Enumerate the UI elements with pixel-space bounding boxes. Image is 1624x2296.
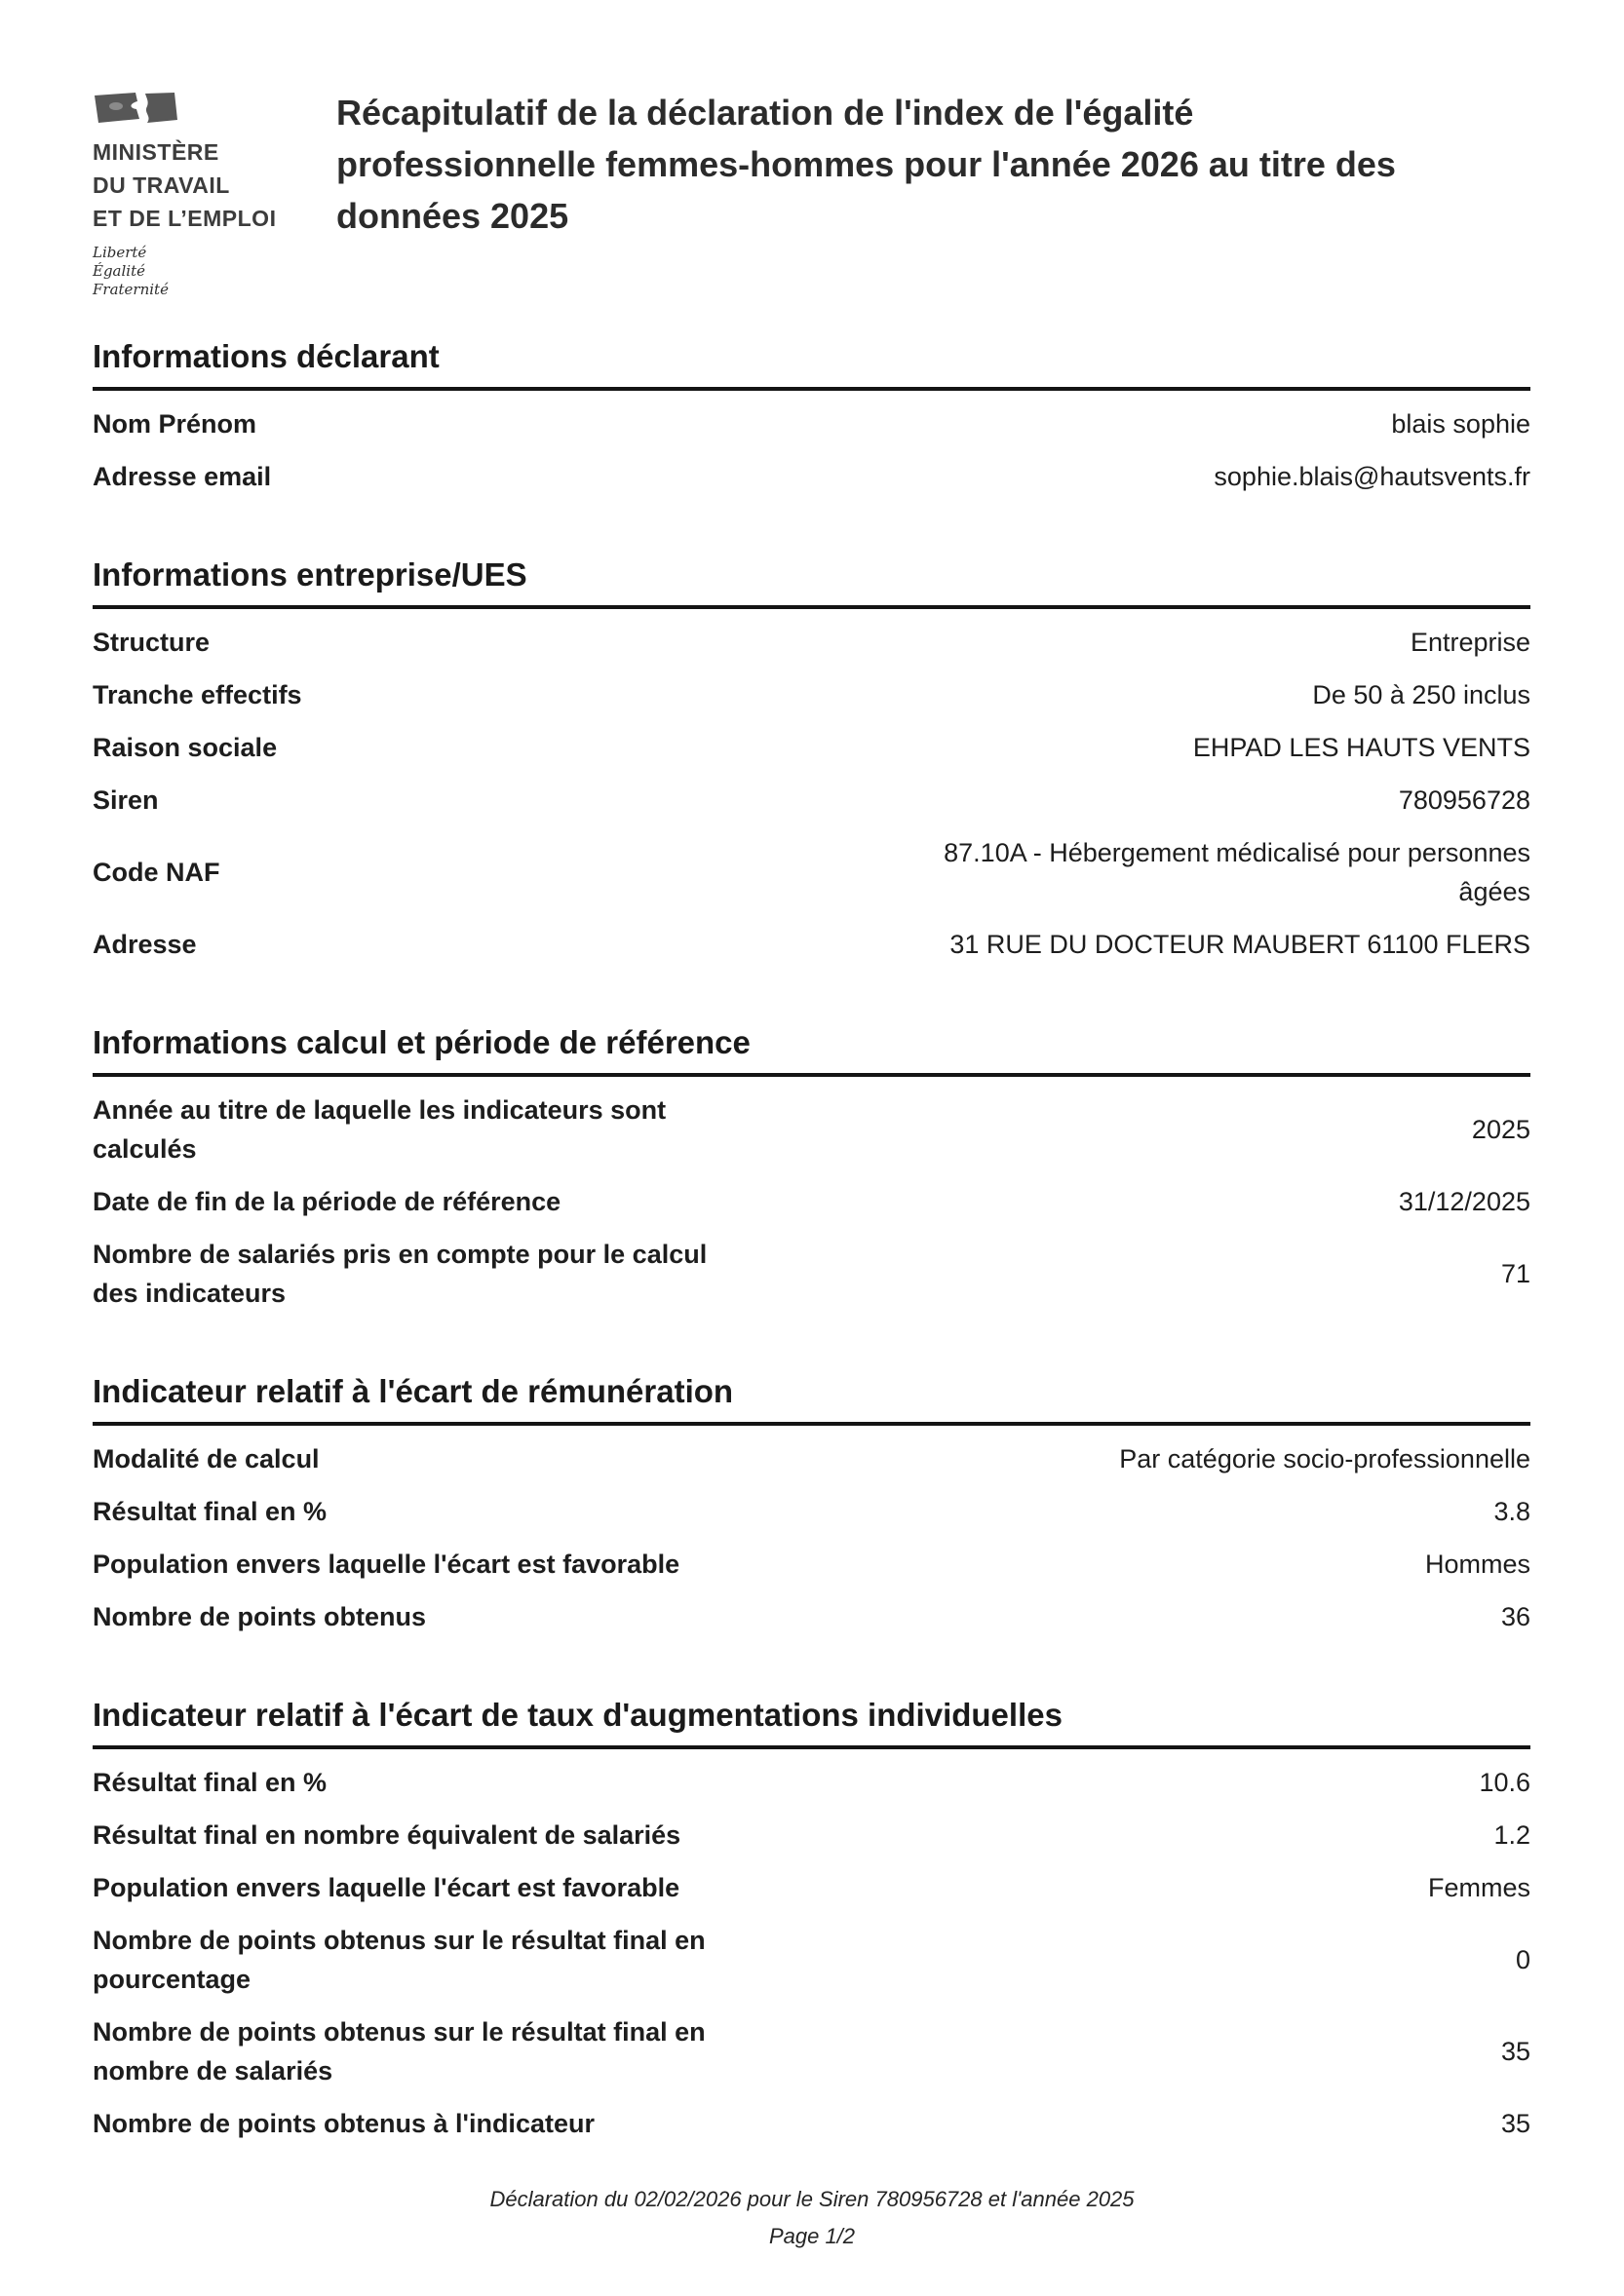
field-value: Entreprise (1410, 628, 1530, 657)
field-label: Population envers laquelle l'écart est favorable (93, 1550, 680, 1579)
section-rows (93, 404, 1530, 496)
field-label: Nombre de points obtenus sur le résultat final en nombre de salariés (93, 2017, 706, 2086)
ministry-block (93, 93, 336, 299)
field-label: Siren (93, 785, 159, 815)
ministry-name-line: MINISTÈRE (93, 139, 219, 165)
footer-declaration-note: Déclaration du 02/02/2026 pour le Siren 780956728 et l'année 2025 (489, 2187, 1135, 2211)
section-declarant (93, 338, 1530, 496)
field-row (93, 1763, 1530, 1802)
field-value: Femmes (1427, 1873, 1530, 1902)
field-value: 31 RUE DU DOCTEUR MAUBERT 61100 FLERS (949, 930, 1530, 959)
motto-line: Fraternité (93, 281, 169, 298)
document-footer (0, 2181, 1624, 2255)
footer-page-number: Page 1/2 (768, 2224, 856, 2248)
field-value: 780956728 (1398, 785, 1530, 815)
field-label: Code NAF (93, 858, 220, 887)
field-label: Nom Prénom (93, 409, 257, 439)
field-row (93, 1816, 1530, 1855)
field-row (93, 1091, 1530, 1168)
motto-line: Liberté (93, 244, 147, 261)
section-heading-ecart-remuneration: Indicateur relatif à l'écart de rémunération (93, 1373, 1530, 1426)
marianne-flag-logo-icon (93, 93, 178, 124)
field-label: Adresse email (93, 462, 272, 491)
document-title: Récapitulatif de la déclaration de l'index de l'égalité professionnelle femmes-hommes pour l'année 2026 au titre des données 2025 (336, 93, 1396, 236)
field-value: blais sophie (1391, 409, 1530, 439)
ministry-name-line: ET DE L’EMPLOI (93, 206, 277, 231)
field-row (93, 457, 1530, 496)
field-row (93, 1235, 1530, 1313)
field-value: 2025 (1471, 1115, 1530, 1144)
section-ecart-taux-augmentations (93, 1697, 1530, 2143)
section-heading-ecart-taux-augmentations: Indicateur relatif à l'écart de taux d'augmentations individuelles (93, 1697, 1530, 1749)
section-rows (93, 1763, 1530, 2143)
section-calcul-periode-reference (93, 1024, 1530, 1313)
field-row (93, 675, 1530, 714)
field-row (93, 1182, 1530, 1221)
field-row (93, 1868, 1530, 1907)
field-value: 0 (1515, 1945, 1530, 1974)
sections-container (93, 338, 1530, 2143)
motto-line: Égalité (93, 262, 145, 280)
field-row (93, 1921, 1530, 1999)
field-row (93, 1597, 1530, 1636)
field-row (93, 833, 1530, 911)
field-value: sophie.blais@hautsvents.fr (1214, 462, 1530, 491)
section-entreprise-ues (93, 556, 1530, 964)
field-value: 3.8 (1493, 1497, 1530, 1526)
ministry-motto (93, 244, 336, 299)
field-label: Adresse (93, 930, 197, 959)
field-label: Résultat final en % (93, 1768, 328, 1797)
field-row (93, 728, 1530, 767)
field-label: Nombre de points obtenus (93, 1602, 427, 1631)
field-value: 36 (1500, 1602, 1530, 1631)
field-value: De 50 à 250 inclus (1312, 680, 1530, 709)
field-label: Raison sociale (93, 733, 278, 762)
field-row (93, 1545, 1530, 1584)
field-row (93, 623, 1530, 662)
field-label: Population envers laquelle l'écart est favorable (93, 1873, 680, 1902)
field-value: 35 (1500, 2109, 1530, 2138)
section-ecart-remuneration (93, 1373, 1530, 1636)
field-value: 10.6 (1479, 1768, 1530, 1797)
section-heading-entreprise-ues: Informations entreprise/UES (93, 556, 1530, 609)
section-rows (93, 1439, 1530, 1636)
document-header (93, 93, 1530, 299)
field-label: Résultat final en % (93, 1497, 328, 1526)
field-row (93, 2104, 1530, 2143)
field-value: 87.10A - Hébergement médicalisé pour personnes âgées (944, 838, 1530, 906)
field-row (93, 781, 1530, 820)
section-rows (93, 623, 1530, 964)
field-label: Nombre de salariés pris en compte pour le calcul des indicateurs (93, 1240, 708, 1308)
field-value: 31/12/2025 (1398, 1187, 1530, 1216)
field-label: Tranche effectifs (93, 680, 302, 709)
ministry-name-line: DU TRAVAIL (93, 172, 230, 198)
ministry-name (93, 135, 336, 235)
field-label: Date de fin de la période de référence (93, 1187, 561, 1216)
field-value: 71 (1500, 1259, 1530, 1288)
field-row (93, 925, 1530, 964)
section-heading-declarant: Informations déclarant (93, 338, 1530, 391)
field-value: Hommes (1424, 1550, 1530, 1579)
field-row (93, 1439, 1530, 1478)
field-label: Nombre de points obtenus sur le résultat final en pourcentage (93, 1926, 706, 1994)
field-value: 35 (1500, 2037, 1530, 2066)
field-label: Modalité de calcul (93, 1444, 320, 1473)
section-heading-calcul-periode-reference: Informations calcul et période de référence (93, 1024, 1530, 1077)
field-value: 1.2 (1493, 1820, 1530, 1850)
field-row (93, 1492, 1530, 1531)
field-label: Année au titre de laquelle les indicateurs sont calculés (93, 1095, 667, 1164)
section-rows (93, 1091, 1530, 1313)
field-row (93, 404, 1530, 443)
field-value: Par catégorie socio-professionnelle (1119, 1444, 1530, 1473)
field-row (93, 2012, 1530, 2090)
field-label: Résultat final en nombre équivalent de salariés (93, 1820, 681, 1850)
field-label: Structure (93, 628, 211, 657)
field-label: Nombre de points obtenus à l'indicateur (93, 2109, 595, 2138)
field-value: EHPAD LES HAUTS VENTS (1192, 733, 1530, 762)
